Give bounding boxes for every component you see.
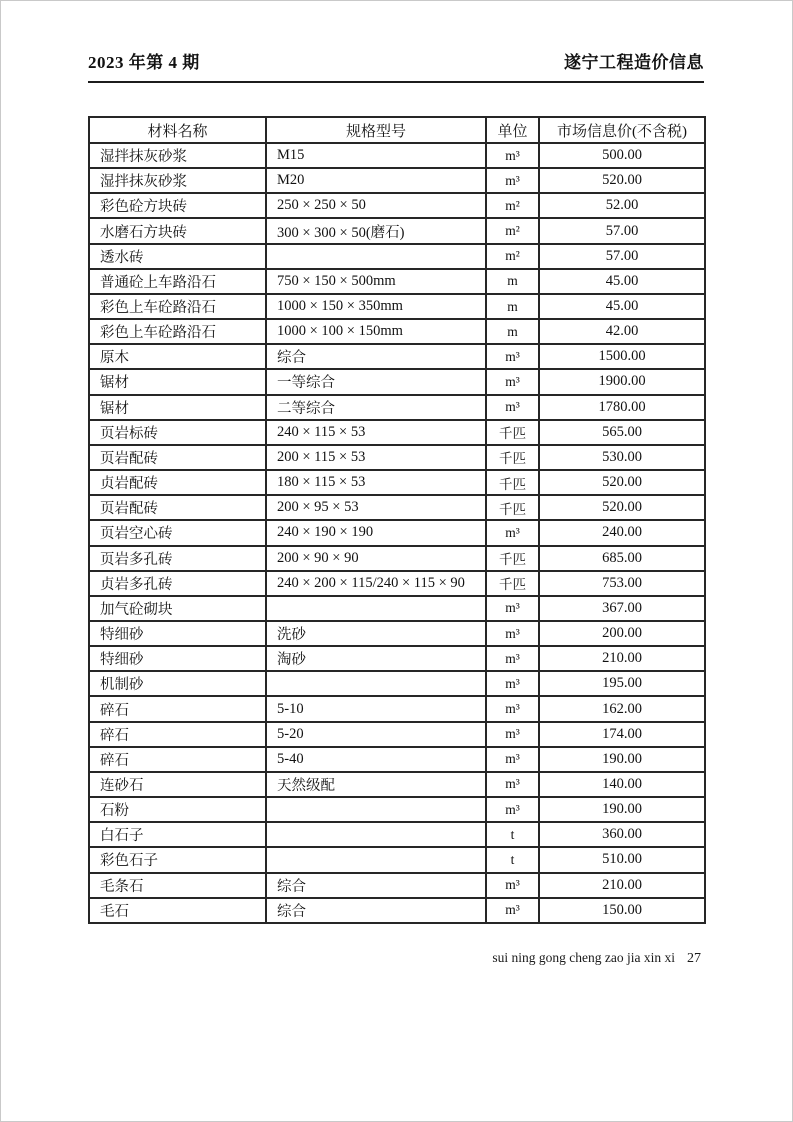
material-name-cell: 贞岩多孔砖 [89, 571, 266, 596]
spec-cell: 天然级配 [266, 772, 486, 797]
spec-cell: M15 [266, 143, 486, 168]
unit-cell: m³ [486, 621, 539, 646]
unit-cell: m³ [486, 520, 539, 545]
unit-cell: m³ [486, 143, 539, 168]
publication-title: 遂宁工程造价信息 [564, 53, 704, 72]
price-cell: 200.00 [539, 621, 705, 646]
material-name-cell: 特细砂 [89, 621, 266, 646]
table-row [89, 495, 705, 520]
price-cell: 510.00 [539, 847, 705, 872]
price-cell: 195.00 [539, 671, 705, 696]
spec-cell: 750 × 150 × 500mm [266, 269, 486, 294]
material-name-cell: 毛条石 [89, 873, 266, 898]
spec-cell [266, 797, 486, 822]
spec-cell: 240 × 200 × 115/240 × 115 × 90 [266, 571, 486, 596]
column-header-3: 单位 [486, 117, 539, 143]
material-name-cell: 碎石 [89, 696, 266, 721]
price-cell: 1500.00 [539, 344, 705, 369]
page-header [88, 48, 704, 83]
unit-cell: m³ [486, 747, 539, 772]
material-name-cell: 石粉 [89, 797, 266, 822]
material-name-cell: 碎石 [89, 747, 266, 772]
table-row [89, 143, 705, 168]
price-cell: 520.00 [539, 168, 705, 193]
column-header-1: 材料名称 [89, 117, 266, 143]
footer-pinyin: sui ning gong cheng zao jia xin xi [492, 950, 675, 965]
page-number: 27 [687, 951, 701, 966]
unit-cell: m³ [486, 168, 539, 193]
unit-cell: m² [486, 244, 539, 269]
unit-cell: m² [486, 218, 539, 243]
unit-cell: 千匹 [486, 420, 539, 445]
spec-cell: 240 × 190 × 190 [266, 520, 486, 545]
table-row [89, 294, 705, 319]
spec-cell: 5-10 [266, 696, 486, 721]
spec-cell: 1000 × 150 × 350mm [266, 294, 486, 319]
table-row [89, 193, 705, 218]
unit-cell: t [486, 822, 539, 847]
material-name-cell: 彩色砼方块砖 [89, 193, 266, 218]
price-cell: 565.00 [539, 420, 705, 445]
price-cell: 57.00 [539, 244, 705, 269]
table-row [89, 244, 705, 269]
material-name-cell: 页岩多孔砖 [89, 546, 266, 571]
table-row [89, 646, 705, 671]
material-name-cell: 白石子 [89, 822, 266, 847]
material-name-cell: 贞岩配砖 [89, 470, 266, 495]
material-name-cell: 连砂石 [89, 772, 266, 797]
price-cell: 210.00 [539, 646, 705, 671]
unit-cell: 千匹 [486, 571, 539, 596]
price-cell: 52.00 [539, 193, 705, 218]
price-cell: 42.00 [539, 319, 705, 344]
material-name-cell: 湿拌抹灰砂浆 [89, 168, 266, 193]
table-row [89, 696, 705, 721]
table-row [89, 722, 705, 747]
price-cell: 1900.00 [539, 369, 705, 394]
table-row [89, 369, 705, 394]
column-header-2: 规格型号 [266, 117, 486, 143]
table-header [89, 117, 705, 143]
price-cell: 753.00 [539, 571, 705, 596]
spec-cell: 1000 × 100 × 150mm [266, 319, 486, 344]
price-cell: 190.00 [539, 747, 705, 772]
unit-cell: m [486, 294, 539, 319]
table-row [89, 898, 705, 923]
table-row [89, 671, 705, 696]
table-row [89, 445, 705, 470]
unit-cell: t [486, 847, 539, 872]
unit-cell: m³ [486, 344, 539, 369]
spec-cell: 250 × 250 × 50 [266, 193, 486, 218]
spec-cell [266, 596, 486, 621]
spec-cell: 5-40 [266, 747, 486, 772]
table-row [89, 797, 705, 822]
material-name-cell: 锯材 [89, 395, 266, 420]
table-row [89, 218, 705, 243]
spec-cell: 二等综合 [266, 395, 486, 420]
table-row [89, 470, 705, 495]
material-name-cell: 页岩配砖 [89, 445, 266, 470]
table-header-row [89, 117, 705, 143]
table-row [89, 772, 705, 797]
unit-cell: m³ [486, 395, 539, 420]
unit-cell: m³ [486, 772, 539, 797]
price-cell: 162.00 [539, 696, 705, 721]
price-cell: 360.00 [539, 822, 705, 847]
material-name-cell: 机制砂 [89, 671, 266, 696]
unit-cell: 千匹 [486, 495, 539, 520]
unit-cell: m² [486, 193, 539, 218]
table-row [89, 621, 705, 646]
unit-cell: 千匹 [486, 445, 539, 470]
material-name-cell: 彩色上车砼路沿石 [89, 294, 266, 319]
unit-cell: m [486, 319, 539, 344]
price-cell: 45.00 [539, 269, 705, 294]
materials-price-table [88, 116, 706, 924]
material-name-cell: 页岩标砖 [89, 420, 266, 445]
spec-cell: 300 × 300 × 50(磨石) [266, 218, 486, 243]
page-footer [88, 950, 701, 967]
spec-cell [266, 671, 486, 696]
spec-cell [266, 822, 486, 847]
unit-cell: m³ [486, 646, 539, 671]
unit-cell: m³ [486, 873, 539, 898]
table-row [89, 847, 705, 872]
spec-cell [266, 244, 486, 269]
spec-cell: 淘砂 [266, 646, 486, 671]
price-cell: 45.00 [539, 294, 705, 319]
unit-cell: m³ [486, 797, 539, 822]
spec-cell: 综合 [266, 873, 486, 898]
price-cell: 520.00 [539, 495, 705, 520]
material-name-cell: 湿拌抹灰砂浆 [89, 143, 266, 168]
spec-cell: 洗砂 [266, 621, 486, 646]
material-name-cell: 彩色上车砼路沿石 [89, 319, 266, 344]
table-row [89, 873, 705, 898]
spec-cell: 综合 [266, 344, 486, 369]
unit-cell: m [486, 269, 539, 294]
price-cell: 530.00 [539, 445, 705, 470]
spec-cell: 240 × 115 × 53 [266, 420, 486, 445]
table-row [89, 571, 705, 596]
spec-cell [266, 847, 486, 872]
material-name-cell: 水磨石方块砖 [89, 218, 266, 243]
price-cell: 367.00 [539, 596, 705, 621]
price-cell: 57.00 [539, 218, 705, 243]
table-row [89, 520, 705, 545]
price-cell: 685.00 [539, 546, 705, 571]
material-name-cell: 透水砖 [89, 244, 266, 269]
material-name-cell: 特细砂 [89, 646, 266, 671]
spec-cell: 综合 [266, 898, 486, 923]
spec-cell: 180 × 115 × 53 [266, 470, 486, 495]
table-row [89, 546, 705, 571]
spec-cell: 一等综合 [266, 369, 486, 394]
spec-cell: M20 [266, 168, 486, 193]
spec-cell: 5-20 [266, 722, 486, 747]
table-row [89, 420, 705, 445]
table-row [89, 319, 705, 344]
unit-cell: m³ [486, 671, 539, 696]
unit-cell: 千匹 [486, 470, 539, 495]
table-row [89, 596, 705, 621]
table-row [89, 395, 705, 420]
materials-table-body [89, 143, 705, 923]
price-cell: 1780.00 [539, 395, 705, 420]
material-name-cell: 页岩配砖 [89, 495, 266, 520]
price-cell: 140.00 [539, 772, 705, 797]
price-cell: 520.00 [539, 470, 705, 495]
table-row [89, 344, 705, 369]
table-row [89, 747, 705, 772]
material-name-cell: 原木 [89, 344, 266, 369]
price-cell: 174.00 [539, 722, 705, 747]
unit-cell: m³ [486, 696, 539, 721]
price-cell: 240.00 [539, 520, 705, 545]
issue-label: 2023 年第 4 期 [88, 53, 200, 72]
price-cell: 150.00 [539, 898, 705, 923]
unit-cell: m³ [486, 369, 539, 394]
unit-cell: m³ [486, 596, 539, 621]
unit-cell: m³ [486, 898, 539, 923]
material-name-cell: 加气砼砌块 [89, 596, 266, 621]
column-header-4: 市场信息价(不含税) [539, 117, 705, 143]
table-row [89, 822, 705, 847]
price-cell: 210.00 [539, 873, 705, 898]
price-cell: 190.00 [539, 797, 705, 822]
table-row [89, 269, 705, 294]
unit-cell: m³ [486, 722, 539, 747]
material-name-cell: 普通砼上车路沿石 [89, 269, 266, 294]
unit-cell: 千匹 [486, 546, 539, 571]
material-name-cell: 页岩空心砖 [89, 520, 266, 545]
material-name-cell: 毛石 [89, 898, 266, 923]
spec-cell: 200 × 95 × 53 [266, 495, 486, 520]
spec-cell: 200 × 90 × 90 [266, 546, 486, 571]
material-name-cell: 锯材 [89, 369, 266, 394]
price-cell: 500.00 [539, 143, 705, 168]
table-row [89, 168, 705, 193]
spec-cell: 200 × 115 × 53 [266, 445, 486, 470]
material-name-cell: 彩色石子 [89, 847, 266, 872]
material-name-cell: 碎石 [89, 722, 266, 747]
